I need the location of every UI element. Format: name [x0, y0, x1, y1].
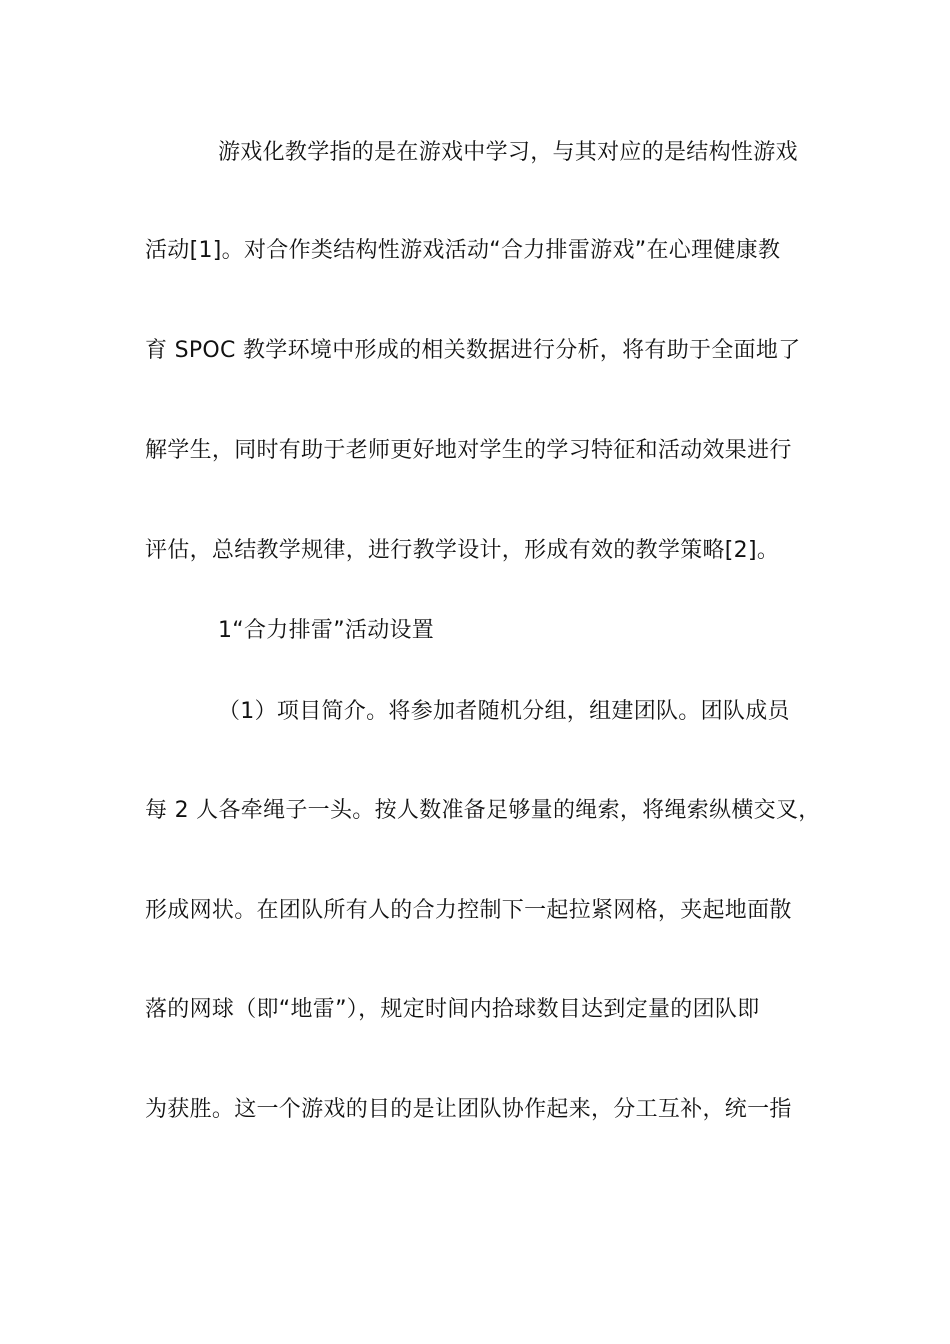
paragraph-line: 活动[1]。对合作类结构性游戏活动“合力排雷游戏”在心理健康教 [145, 238, 781, 263]
paragraph-line: 形成网状。在团队所有人的合力控制下一起拉紧网格，夹起地面散 [145, 898, 792, 923]
paragraph-line: 评估，总结教学规律，进行教学设计，形成有效的教学策略[2]。 [145, 538, 780, 563]
section-heading: 1“合力排雷”活动设置 [218, 618, 435, 643]
paragraph-line: 每 2 人各牵绳子一头。按人数准备足够量的绳索，将绳索纵横交叉， [145, 798, 821, 823]
paragraph-line: 游戏化教学指的是在游戏中学习，与其对应的是结构性游戏 [218, 140, 798, 165]
paragraph-line: 解学生，同时有助于老师更好地对学生的学习特征和活动效果进行 [145, 438, 792, 463]
paragraph-line: 育 SPOC 教学环境中形成的相关数据进行分析，将有助于全面地了 [145, 338, 801, 363]
paragraph-line: 为获胜。这一个游戏的目的是让团队协作起来，分工互补，统一指 [145, 1097, 792, 1122]
paragraph-line: （1）项目简介。将参加者随机分组，组建团队。团队成员 [218, 699, 790, 724]
paragraph-line: 落的网球（即“地雷”），规定时间内拾球数目达到定量的团队即 [145, 997, 760, 1022]
